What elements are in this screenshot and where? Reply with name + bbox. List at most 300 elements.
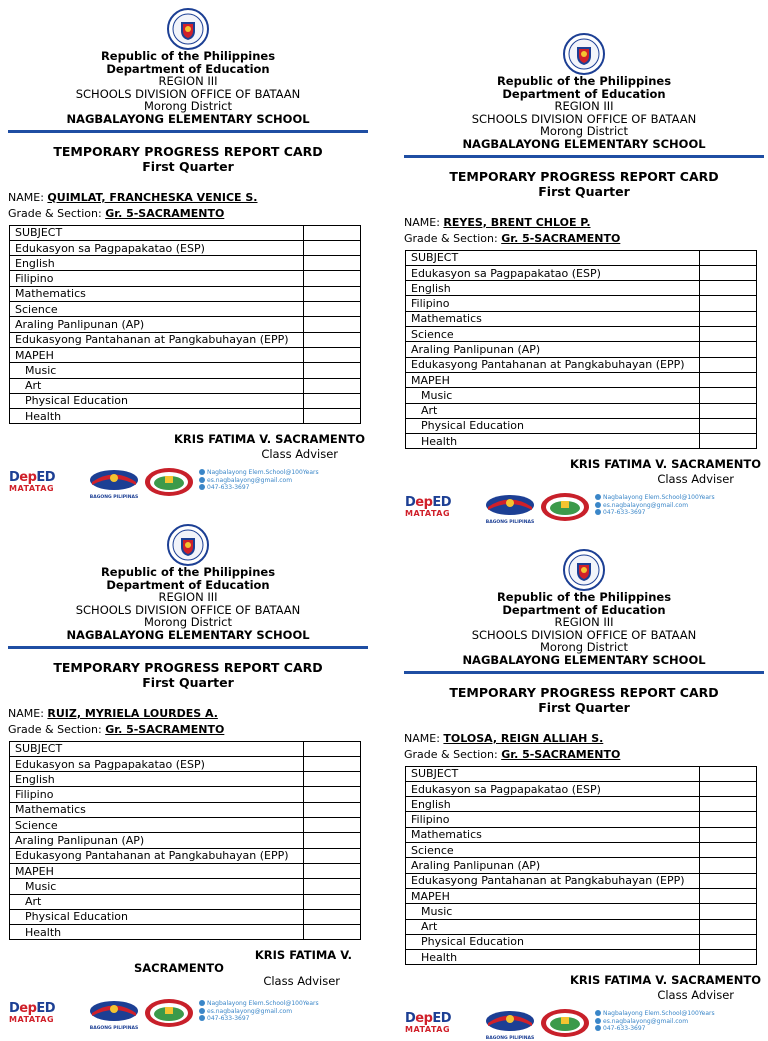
facebook-text: Nagbalayong Elem.School@100Years: [207, 1000, 319, 1008]
subject-row: [406, 281, 757, 296]
report-title: [8, 144, 368, 174]
header-divider: [8, 646, 368, 649]
adviser-name-line2: SACRAMENTO: [134, 961, 224, 976]
bagong-pilipinas-icon: [89, 1000, 139, 1022]
grade-cell: [304, 894, 361, 909]
department-text: Department of Education: [502, 602, 666, 617]
deped-matatag-logo: [9, 471, 71, 497]
name-label: NAME:: [8, 190, 44, 204]
name-label: NAME:: [404, 215, 440, 229]
phone-icon: [199, 1015, 205, 1021]
school-seal-icon: [540, 492, 590, 522]
subject-row: [10, 863, 361, 878]
division-text: SCHOOLS DIVISION OFFICE OF BATAAN: [471, 627, 697, 642]
subject-row: [406, 812, 757, 827]
deped-logo-text: DepED: [9, 1001, 56, 1017]
grade-cell: [304, 772, 361, 787]
phone-text: 047-633-3697: [603, 1025, 646, 1033]
grade-cell: [304, 409, 361, 424]
header-divider: [8, 130, 368, 133]
subject-row: [406, 265, 757, 280]
subject-cell: English: [406, 797, 700, 812]
division-text: SCHOOLS DIVISION OFFICE OF BATAAN: [75, 602, 301, 617]
header-divider: [404, 671, 764, 674]
subject-cell: English: [406, 281, 700, 296]
bagong-pilipinas-logo: [482, 494, 538, 524]
student-name: QUIMLAT, FRANCHESKA VENICE S.: [47, 190, 258, 204]
adviser-name: KRIS FATIMA V. SACRAMENTO: [569, 457, 761, 472]
country-text: Republic of the Philippines: [100, 565, 276, 579]
subjects-header-row: [406, 766, 757, 781]
footer-logos: [8, 998, 368, 1030]
adviser-signature: [8, 432, 368, 461]
subject-cell: English: [10, 256, 304, 271]
grade-section-label: Grade & Section:: [8, 722, 102, 736]
grade-cell: [700, 250, 757, 265]
grade-cell: [304, 741, 361, 756]
facebook-contact: [199, 469, 319, 477]
subjects-header-row: [10, 741, 361, 756]
report-title: [404, 169, 764, 199]
school-name: NAGBALAYONG ELEMENTARY SCHOOL: [462, 136, 706, 151]
grade-cell: [700, 418, 757, 433]
header-divider: [404, 155, 764, 158]
bagong-pilipinas-text: BAGONG PILIPINAS: [485, 1036, 535, 1041]
department-text: Department of Education: [502, 86, 666, 101]
subjects-table: [405, 250, 757, 450]
email-contact: [199, 1008, 319, 1016]
adviser-role: Class Adviser: [261, 447, 338, 462]
facebook-text: Nagbalayong Elem.School@100Years: [603, 494, 715, 502]
grade-cell: [700, 403, 757, 418]
department-text: Department of Education: [106, 61, 270, 76]
division-text: SCHOOLS DIVISION OFFICE OF BATAAN: [75, 86, 301, 101]
subject-row: [406, 434, 757, 449]
region-text: REGION III: [554, 99, 614, 114]
subject-header-cell: SUBJECT: [10, 225, 304, 240]
quarter-text: First Quarter: [142, 158, 234, 174]
grade-cell: [304, 256, 361, 271]
grade-cell: [304, 347, 361, 362]
adviser-name: KRIS FATIMA V. SACRAMENTO: [569, 973, 761, 988]
matatag-text: MATATAG: [9, 484, 55, 494]
subject-row: [10, 363, 361, 378]
adviser-role: Class Adviser: [263, 974, 340, 989]
country-text: Republic of the Philippines: [496, 74, 672, 88]
bagong-pilipinas-logo: [482, 1010, 538, 1040]
subject-cell: Health: [10, 925, 304, 940]
facebook-icon: [595, 494, 601, 500]
grade-cell: [304, 332, 361, 347]
subject-cell: Physical Education: [406, 934, 700, 949]
phone-icon: [595, 509, 601, 515]
matatag-text: MATATAG: [405, 1025, 451, 1035]
subject-cell: MAPEH: [406, 372, 700, 387]
deped-matatag-logo: [405, 1012, 467, 1038]
subject-cell: Araling Panlipunan (AP): [406, 342, 700, 357]
student-name: REYES, BRENT CHLOE P.: [443, 215, 591, 229]
bagong-pilipinas-text: BAGONG PILIPINAS: [485, 520, 535, 526]
district-text: Morong District: [539, 640, 629, 655]
grade-cell: [700, 904, 757, 919]
deped-seal-icon: [563, 33, 605, 75]
grade-cell: [304, 909, 361, 924]
district-text: Morong District: [143, 99, 233, 114]
subject-row: [406, 888, 757, 903]
subject-row: [10, 894, 361, 909]
bagong-pilipinas-logo: [86, 469, 142, 499]
subject-row: [10, 909, 361, 924]
region-text: REGION III: [158, 74, 218, 89]
matatag-text: MATATAG: [405, 509, 451, 519]
grade-cell: [700, 781, 757, 796]
subject-cell: Physical Education: [10, 909, 304, 924]
subject-cell: Edukasyon sa Pagpapakatao (ESP): [406, 265, 700, 280]
facebook-contact: [595, 494, 715, 502]
subject-cell: Filipino: [406, 812, 700, 827]
grade-cell: [304, 802, 361, 817]
grade-section-row: [8, 206, 368, 222]
subject-row: [10, 772, 361, 787]
subject-cell: Science: [406, 843, 700, 858]
subject-row: [406, 858, 757, 873]
school-contacts: [595, 494, 715, 517]
subject-row: [10, 240, 361, 255]
subject-cell: Music: [10, 363, 304, 378]
subject-row: [406, 357, 757, 372]
subject-cell: Health: [406, 434, 700, 449]
deped-seal-icon: [167, 524, 209, 566]
grade-cell: [304, 925, 361, 940]
subject-row: [406, 311, 757, 326]
grade-section-label: Grade & Section:: [404, 747, 498, 761]
quarter-text: First Quarter: [538, 183, 630, 199]
subject-cell: Art: [10, 378, 304, 393]
name-label: NAME:: [404, 731, 440, 745]
subject-row: [10, 409, 361, 424]
email-text: es.nagbalayong@gmail.com: [207, 476, 293, 484]
email-icon: [199, 1008, 205, 1014]
deped-seal-icon: [563, 549, 605, 591]
subject-row: [10, 833, 361, 848]
subject-header-cell: SUBJECT: [10, 741, 304, 756]
bagong-pilipinas-logo: [86, 1000, 142, 1030]
adviser-role: Class Adviser: [657, 472, 734, 487]
grade-section-label: Grade & Section:: [8, 206, 102, 220]
email-icon: [595, 1018, 601, 1024]
grade-cell: [700, 843, 757, 858]
grade-cell: [304, 271, 361, 286]
grade-cell: [304, 756, 361, 771]
subject-row: [10, 393, 361, 408]
phone-icon: [595, 1025, 601, 1031]
grade-cell: [304, 863, 361, 878]
phone-text: 047-633-3697: [207, 1015, 250, 1023]
grade-cell: [304, 363, 361, 378]
grade-cell: [304, 833, 361, 848]
bagong-pilipinas-icon: [485, 494, 535, 516]
school-seal-icon: [540, 1008, 590, 1038]
subjects-table: [9, 225, 361, 425]
student-name: RUIZ, MYRIELA LOURDES A.: [47, 706, 218, 720]
school-seal-icon: [144, 998, 194, 1028]
country-text: Republic of the Philippines: [496, 590, 672, 604]
report-title-text: TEMPORARY PROGRESS REPORT CARD: [449, 684, 719, 700]
adviser-role: Class Adviser: [657, 988, 734, 1003]
grade-cell: [304, 378, 361, 393]
phone-contact: [595, 509, 715, 517]
grade-cell: [304, 286, 361, 301]
subject-header-cell: SUBJECT: [406, 766, 700, 781]
grade-cell: [700, 919, 757, 934]
subject-row: [406, 919, 757, 934]
grade-section-value: Gr. 5-SACRAMENTO: [501, 231, 621, 245]
district-text: Morong District: [143, 615, 233, 630]
subject-cell: Filipino: [406, 296, 700, 311]
deped-seal-icon: [167, 8, 209, 50]
grade-cell: [700, 950, 757, 965]
subject-row: [406, 797, 757, 812]
grade-cell: [304, 302, 361, 317]
region-text: REGION III: [554, 615, 614, 630]
subject-row: [10, 879, 361, 894]
subject-cell: Araling Panlipunan (AP): [10, 317, 304, 332]
subject-cell: Music: [406, 904, 700, 919]
grade-section-value: Gr. 5-SACRAMENTO: [105, 722, 225, 736]
grade-cell: [700, 388, 757, 403]
subject-cell: Mathematics: [406, 311, 700, 326]
subject-cell: Art: [406, 403, 700, 418]
quarter-text: First Quarter: [538, 699, 630, 715]
facebook-icon: [199, 1000, 205, 1006]
subject-row: [10, 347, 361, 362]
report-title: [8, 660, 368, 690]
facebook-contact: [199, 1000, 319, 1008]
grade-cell: [700, 434, 757, 449]
subjects-header-row: [10, 225, 361, 240]
grade-section-value: Gr. 5-SACRAMENTO: [501, 747, 621, 761]
grade-cell: [304, 879, 361, 894]
school-name: NAGBALAYONG ELEMENTARY SCHOOL: [66, 111, 310, 126]
adviser-name: KRIS FATIMA V. SACRAMENTO: [173, 432, 365, 447]
subject-row: [10, 787, 361, 802]
grade-cell: [700, 357, 757, 372]
subject-row: [10, 802, 361, 817]
facebook-text: Nagbalayong Elem.School@100Years: [603, 1010, 715, 1018]
subject-cell: MAPEH: [406, 888, 700, 903]
grade-section-label: Grade & Section:: [404, 231, 498, 245]
subject-cell: Araling Panlipunan (AP): [10, 833, 304, 848]
phone-text: 047-633-3697: [603, 509, 646, 517]
subject-cell: Art: [406, 919, 700, 934]
subject-row: [406, 296, 757, 311]
report-card-reyes: [404, 33, 764, 524]
grade-cell: [700, 797, 757, 812]
subject-row: [406, 418, 757, 433]
facebook-icon: [595, 1010, 601, 1016]
phone-contact: [199, 1015, 319, 1023]
student-name-row: [404, 731, 764, 747]
subject-row: [406, 934, 757, 949]
bagong-pilipinas-text: BAGONG PILIPINAS: [89, 495, 139, 501]
adviser-signature: [404, 973, 764, 1002]
adviser-name-line1: KRIS FATIMA V.: [254, 948, 352, 963]
subject-row: [10, 256, 361, 271]
email-contact: [595, 502, 715, 510]
subject-row: [10, 818, 361, 833]
grade-section-row: [404, 747, 764, 763]
grade-cell: [304, 787, 361, 802]
department-text: Department of Education: [106, 577, 270, 592]
country-text: Republic of the Philippines: [100, 49, 276, 63]
subject-row: [406, 843, 757, 858]
grade-cell: [700, 888, 757, 903]
facebook-icon: [199, 469, 205, 475]
subject-cell: Science: [406, 327, 700, 342]
grade-cell: [700, 858, 757, 873]
deped-logo-text: DepED: [9, 470, 56, 486]
footer-logos: [8, 467, 368, 499]
region-text: REGION III: [158, 590, 218, 605]
email-text: es.nagbalayong@gmail.com: [603, 501, 689, 509]
grade-cell: [700, 311, 757, 326]
school-name: NAGBALAYONG ELEMENTARY SCHOOL: [462, 652, 706, 667]
grade-cell: [304, 818, 361, 833]
grade-cell: [304, 317, 361, 332]
school-header: [8, 566, 368, 642]
grade-cell: [700, 812, 757, 827]
student-name-row: [8, 190, 368, 206]
quarter-text: First Quarter: [142, 674, 234, 690]
deped-matatag-logo: [405, 496, 467, 522]
subject-cell: Edukasyon sa Pagpapakatao (ESP): [10, 756, 304, 771]
subject-row: [406, 950, 757, 965]
grade-cell: [700, 372, 757, 387]
subject-row: [406, 327, 757, 342]
school-contacts: [199, 469, 319, 492]
bagong-pilipinas-icon: [485, 1010, 535, 1032]
phone-text: 047-633-3697: [207, 484, 250, 492]
subject-row: [10, 756, 361, 771]
subject-cell: Mathematics: [406, 827, 700, 842]
division-text: SCHOOLS DIVISION OFFICE OF BATAAN: [471, 111, 697, 126]
email-icon: [199, 477, 205, 483]
district-text: Morong District: [539, 124, 629, 139]
student-name-row: [404, 215, 764, 231]
facebook-contact: [595, 1010, 715, 1018]
subject-cell: Edukasyong Pantahanan at Pangkabuhayan (EPP): [406, 357, 700, 372]
student-name-row: [8, 706, 368, 722]
adviser-signature: [8, 948, 368, 992]
subject-row: [10, 271, 361, 286]
subject-row: [10, 848, 361, 863]
report-title: [404, 685, 764, 715]
adviser-signature: [404, 457, 764, 486]
subject-cell: Art: [10, 894, 304, 909]
subjects-table: [405, 766, 757, 966]
subject-row: [406, 403, 757, 418]
grade-cell: [700, 296, 757, 311]
grade-cell: [700, 281, 757, 296]
student-name: TOLOSA, REIGN ALLIAH S.: [443, 731, 604, 745]
subject-row: [10, 378, 361, 393]
subject-cell: English: [10, 772, 304, 787]
grade-cell: [700, 265, 757, 280]
subject-row: [10, 317, 361, 332]
deped-logo-text: DepED: [405, 1011, 452, 1027]
subject-row: [10, 925, 361, 940]
grade-cell: [700, 873, 757, 888]
subject-cell: Edukasyon sa Pagpapakatao (ESP): [10, 240, 304, 255]
grade-cell: [700, 342, 757, 357]
report-title-text: TEMPORARY PROGRESS REPORT CARD: [53, 143, 323, 159]
subject-cell: Araling Panlipunan (AP): [406, 858, 700, 873]
subject-cell: Physical Education: [406, 418, 700, 433]
subject-row: [10, 286, 361, 301]
bagong-pilipinas-text: BAGONG PILIPINAS: [89, 1026, 139, 1032]
deped-matatag-logo: [9, 1002, 71, 1028]
report-title-text: TEMPORARY PROGRESS REPORT CARD: [53, 659, 323, 675]
subject-cell: Health: [10, 409, 304, 424]
phone-contact: [199, 484, 319, 492]
subject-cell: Edukasyon sa Pagpapakatao (ESP): [406, 781, 700, 796]
subject-cell: Music: [406, 388, 700, 403]
school-header: [404, 75, 764, 151]
subject-row: [406, 873, 757, 888]
report-card-ruiz: [8, 524, 368, 1030]
email-contact: [595, 1018, 715, 1026]
subject-cell: Filipino: [10, 787, 304, 802]
email-text: es.nagbalayong@gmail.com: [603, 1017, 689, 1025]
subjects-header-row: [406, 250, 757, 265]
subject-header-cell: SUBJECT: [406, 250, 700, 265]
name-label: NAME:: [8, 706, 44, 720]
subject-row: [10, 302, 361, 317]
email-text: es.nagbalayong@gmail.com: [207, 1007, 293, 1015]
school-name: NAGBALAYONG ELEMENTARY SCHOOL: [66, 627, 310, 642]
subject-row: [406, 342, 757, 357]
grade-cell: [304, 393, 361, 408]
subject-row: [10, 332, 361, 347]
email-contact: [199, 477, 319, 485]
grade-cell: [700, 827, 757, 842]
grade-section-row: [404, 231, 764, 247]
grade-cell: [304, 240, 361, 255]
facebook-text: Nagbalayong Elem.School@100Years: [207, 469, 319, 477]
subject-row: [406, 781, 757, 796]
subject-cell: Edukasyong Pantahanan at Pangkabuhayan (EPP): [10, 332, 304, 347]
grade-cell: [700, 934, 757, 949]
report-card-quimlat: [8, 8, 368, 499]
school-seal-icon: [144, 467, 194, 497]
subject-cell: MAPEH: [10, 863, 304, 878]
report-card-tolosa: [404, 549, 764, 1040]
subject-row: [406, 372, 757, 387]
school-contacts: [595, 1010, 715, 1033]
subject-cell: Filipino: [10, 271, 304, 286]
footer-logos: [404, 492, 764, 524]
subject-cell: Mathematics: [10, 802, 304, 817]
school-contacts: [199, 1000, 319, 1023]
grade-cell: [304, 848, 361, 863]
school-header: [404, 591, 764, 667]
bagong-pilipinas-icon: [89, 469, 139, 491]
subject-cell: Edukasyong Pantahanan at Pangkabuhayan (EPP): [10, 848, 304, 863]
matatag-text: MATATAG: [9, 1015, 55, 1025]
subject-row: [406, 827, 757, 842]
grade-section-row: [8, 722, 368, 738]
grade-section-value: Gr. 5-SACRAMENTO: [105, 206, 225, 220]
